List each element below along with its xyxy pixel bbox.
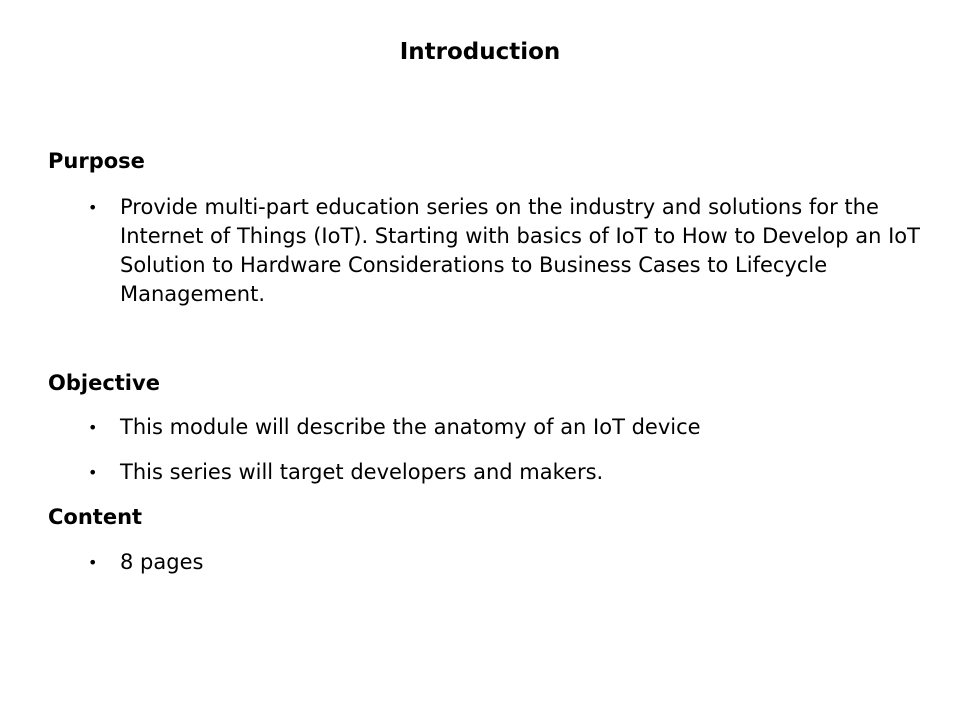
bullet-icon: • <box>88 418 98 437</box>
list-item <box>88 458 938 487</box>
purpose-item-text: Provide multi-part education series on the industry and solutions for the Internet of Things (IoT). Starting with basics of IoT to How to Develop an IoT Solution to Hardware Considerations to Business Cases to Lifecycle Management. <box>120 195 920 306</box>
content-item-text: 8 pages <box>120 550 204 574</box>
objective-heading: Objective <box>48 371 160 395</box>
objective-item-text: This series will target developers and makers. <box>120 460 604 484</box>
content-heading: Content <box>48 505 143 529</box>
purpose-list <box>88 193 938 325</box>
bullet-icon: • <box>88 198 98 217</box>
objective-list <box>88 413 938 503</box>
list-item <box>88 413 938 442</box>
content-list <box>88 548 938 593</box>
list-item <box>88 548 938 577</box>
purpose-heading: Purpose <box>48 149 145 173</box>
bullet-icon: • <box>88 463 98 482</box>
slide-title: Introduction <box>399 39 561 65</box>
list-item <box>88 193 938 309</box>
bullet-icon: • <box>88 553 98 572</box>
objective-item-text: This module will describe the anatomy of an IoT device <box>120 415 701 439</box>
